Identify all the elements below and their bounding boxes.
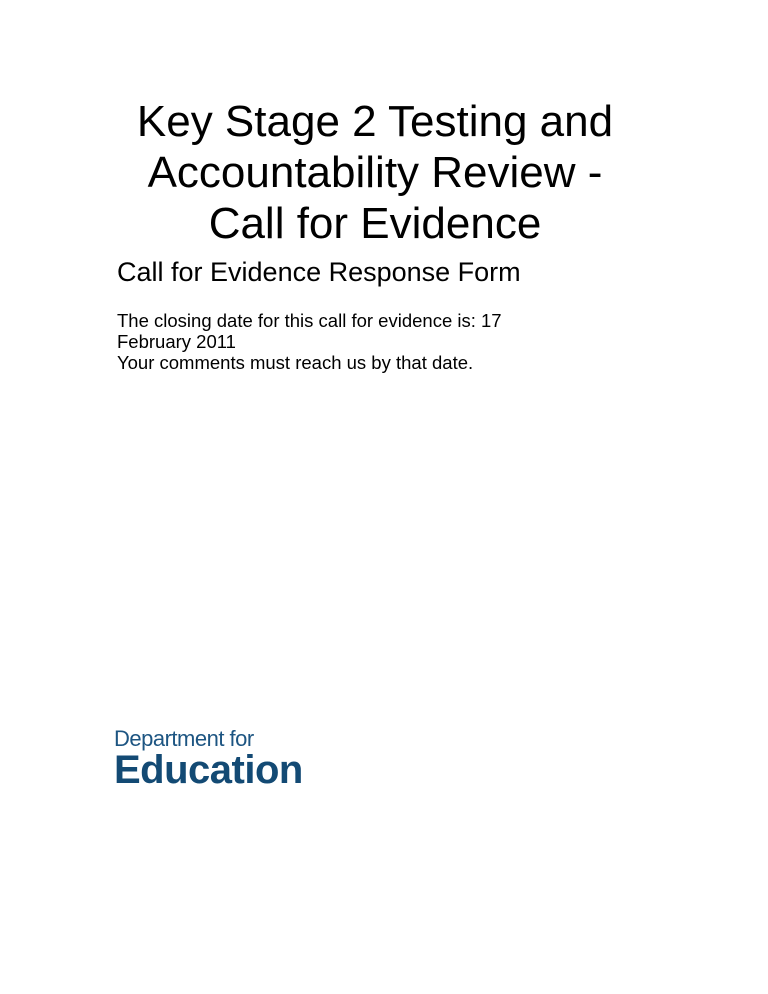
- document-subtitle: Call for Evidence Response Form: [117, 257, 521, 287]
- closing-date-notice: [117, 310, 567, 373]
- title-line-3: Call for Evidence: [208, 199, 542, 248]
- title-line-1: Key Stage 2 Testing and: [136, 97, 614, 146]
- logo-line-education: Education: [114, 748, 303, 792]
- logo-line-department: Department for: [114, 726, 254, 751]
- closing-date-text: The closing date for this call for evidence is: 17 February 2011: [117, 310, 502, 352]
- deadline-note: Your comments must reach us by that date.: [117, 352, 474, 373]
- title-line-2: Accountability Review -: [147, 148, 603, 197]
- department-for-education-logo: [114, 728, 303, 790]
- document-title: [100, 96, 650, 249]
